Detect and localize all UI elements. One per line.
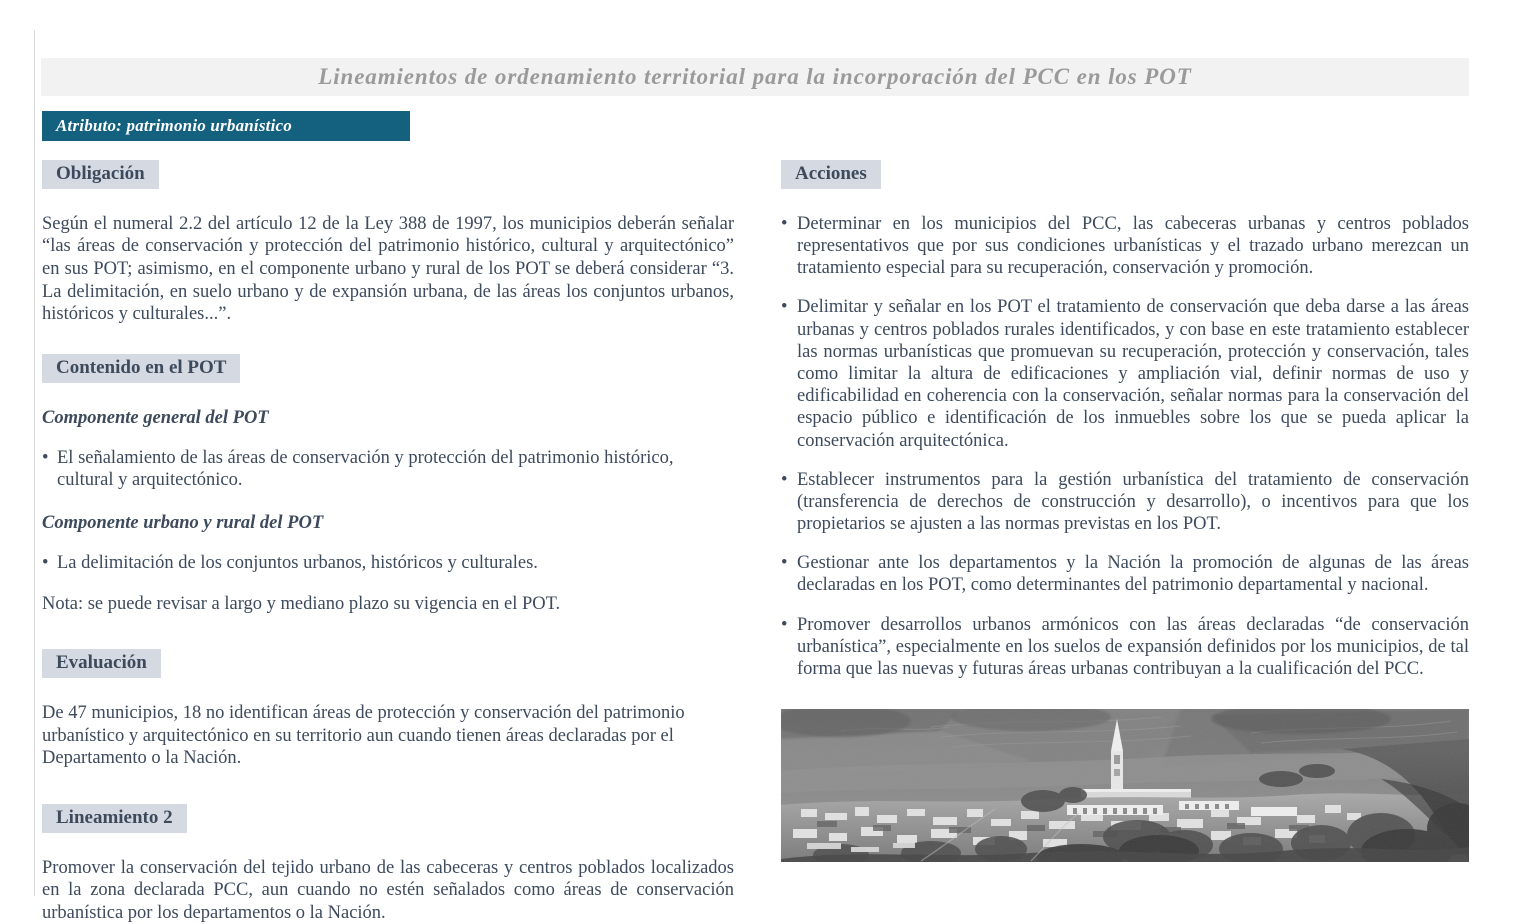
contenido-bullet-list-urbano-rural [42,552,734,575]
left-vertical-rule [34,30,35,896]
list-item: • Establecer instrumentos para la gestión urbanística del tratamiento de conservación (transferencia de derechos de construcción y desarrollo), o incentivos para que los propietarios se ajusten a las normas previstas en los POT. [781,469,1469,536]
contenido-bullet-list-general [42,447,734,492]
section-header-lineamiento-label: Lineamiento 2 [42,804,187,833]
town-photograph-image [781,709,1469,862]
acciones-bullet-list [781,213,1469,680]
contenido-subheading-urbano-rural: Componente urbano y rural del POT [42,512,734,534]
page-title: Lineamientos de ordenamiento territorial para la incorporación del PCC en los POT [318,64,1191,90]
attribute-badge-label: Atributo: patrimonio urbanístico [56,116,292,136]
section-header-evaluacion [42,649,734,678]
list-item: • Delimitar y señalar en los POT el tratamiento de conservación que deba darse a las áreas urbanas y centros poblados rurales identificados, y con base en este tratamiento establecer las normas urbanísticas que promuevan su recuperación, protección y conservación, tales como limitar la altura de edificaciones y ampliación vial, definir normas de uso y edificabilidad en coherencia con la conservación, señalar normas para la conservación del espacio público e identificación de los inmuebles sobre los que se pueda aplicar la conservación arquitectónica. [781,296,1469,451]
right-column [781,160,1469,680]
obligacion-paragraph: Según el numeral 2.2 del artículo 12 de la Ley 388 de 1997, los municipios deberán señalar “las áreas de conservación y protección del patrimonio histórico, cultural y arquitectónico” en sus POT; asimismo, en el componente urbano y rural de los POT se deberá considerar “3. La delimitación, en suelo urbano y de expansión urbana, de las áreas los conjuntos urbanos, históricos y culturales...”. [42,213,734,326]
section-header-obligacion-label: Obligación [42,160,159,189]
section-header-lineamiento [42,804,734,833]
evaluacion-paragraph: De 47 municipios, 18 no identifican áreas de protección y conservación del patrimonio urbanístico y arquitectónico en su territorio aun cuando tienen áreas declaradas por el Departamento o la Nación. [42,702,734,770]
section-header-contenido-label: Contenido en el POT [42,354,240,383]
list-item: • Promover desarrollos urbanos armónicos con las áreas declaradas “de conservación urbanística”, especialmente en los suelos de expansión definidos por los municipios, de tal forma que las nuevas y futuras áreas urbanas contribuyan a la cualificación del PCC. [781,614,1469,681]
attribute-badge [42,111,410,141]
list-item: • El señalamiento de las áreas de conservación y protección del patrimonio histórico, cultural y arquitectónico. [42,447,734,492]
contenido-note: Nota: se puede revisar a largo y mediano plazo su vigencia en el POT. [42,593,734,616]
list-item: • La delimitación de los conjuntos urbanos, históricos y culturales. [42,552,734,575]
left-column [42,160,734,924]
town-photograph [781,709,1469,862]
lineamiento-paragraph: Promover la conservación del tejido urbano de las cabeceras y centros poblados localizados en la zona declarada PCC, aun cuando no estén señalados como áreas de conservación urbanística por los departamentos o la Nación. [42,857,734,924]
section-header-evaluacion-label: Evaluación [42,649,161,678]
section-header-obligacion [42,160,734,189]
list-item: • Determinar en los municipios del PCC, las cabeceras urbanas y centros poblados representativos que por sus condiciones urbanísticas y el trazado urbano merezcan un tratamiento especial para su recuperación, conservación y promoción. [781,213,1469,280]
section-header-acciones-label: Acciones [781,160,881,189]
section-header-contenido [42,354,734,383]
list-item: • Gestionar ante los departamentos y la Nación la promoción de algunas de las áreas declaradas en los POT, como determinantes del patrimonio departamental y nacional. [781,552,1469,596]
contenido-subheading-general: Componente general del POT [42,407,734,429]
section-header-acciones [781,160,1469,189]
document-title-bar [41,58,1469,96]
